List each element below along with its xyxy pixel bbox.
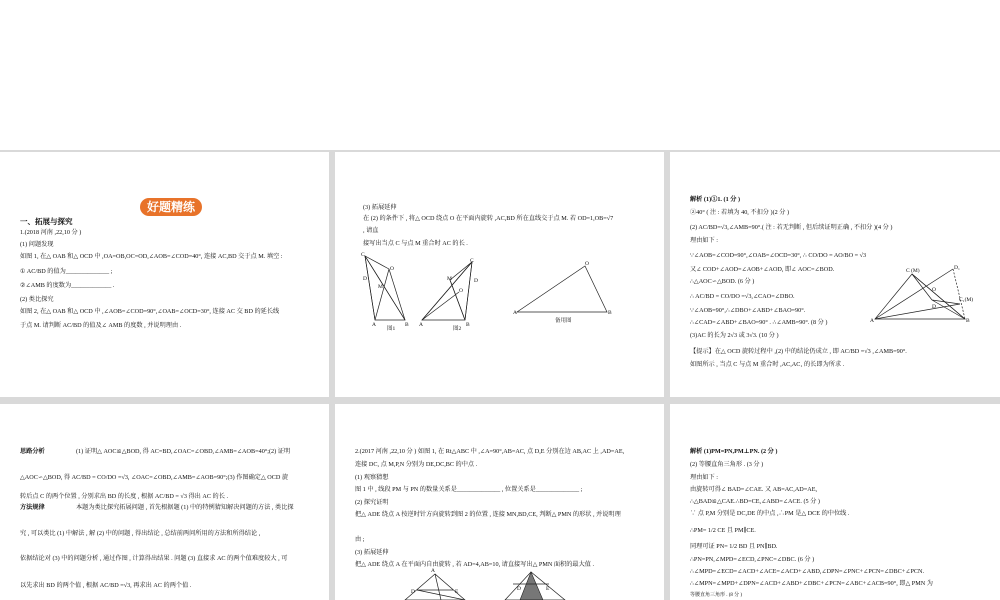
svg-text:D: D [363,276,367,282]
section-heading: 一、拓展与探究 [20,217,73,226]
text-line: (1) 观察猜想 [355,474,389,481]
geometry-figures [335,404,664,600]
text-line: ∵∠AOB=∠COD=90°,∠OAB=∠OCD=30°, ∴ CO/DO = AO/BO = √3 [690,252,867,259]
text-line: 【提示】在△ OCD 旋转过程中 ,(2) 中的结论仍成立 , 即 AC/BD =√3 ,∠AMB=90°. [690,348,907,355]
slide-thumbnail-3[interactable] [670,152,1000,397]
svg-text:A: A [870,318,874,324]
text-line: (3)AC 的长为 2√3 或 3√3. (10 分 ) [690,332,779,339]
svg-text:O: O [932,287,936,293]
svg-text:C (M): C (M) [906,268,920,274]
text-line: ∴∠MPD=∠ECD=∠ACD+∠ACE=∠ACD+∠ABD,∠DPN=∠PNC+∠PCN=∠DBC+∠PCN. [690,568,925,575]
text-line: 接写出当点 C 与点 M 重合时 AC 的长 . [363,240,468,247]
text-line: (3) 拓展延伸 [355,549,389,556]
text-line: 思路分析 [20,448,45,455]
text-line: 如图 2, 在△ OAB 和△ OCD 中 ,∠AOB=∠COD=90°,∠OAB=∠OCD=30°, 连接 AC 交 BD 的延长线 [20,308,280,315]
text-line: (1) 证明△ AOC≌△BOD, 得 AC=BD,∠OAC=∠OBD,∠AMB=∠AOB=40°;(2) 证明 [76,448,291,455]
text-line: ∴ AC/BD = CO/DO =√3,∠CAO=∠DBO. [690,293,795,300]
text-line: ∴△AOC∽△BOD. (6 分 ) [690,278,755,285]
text-line: ②40° ( 注 : 若填为 40, 不扣分 )(2 分 ) [690,209,790,216]
text-line: 解析 (1)PM=PN,PM⊥PN. (2 分 ) [690,448,778,455]
text-line: 把△ ADE 绕点 A 按逆时针方向旋转到图 2 的位置 , 连接 MN,BD,CE, 判断△ PMN 的形状 , 并说明理 [355,511,621,518]
text-line: ∴PM= 1/2 CE 且 PM∥CE. [690,527,756,534]
slide-thumbnail-5[interactable] [335,404,664,600]
text-line: (2) 探究证明 [355,499,389,506]
text-line: 转后点 C 的两个位置 , 分别求出 BD 的长度 , 根据 AC/BD = √3 得出 AC 的长 . [20,493,228,500]
svg-text:C: C [361,252,365,258]
text-line: 同理可证 PN= 1/2 BD 且 PN∥BD. [690,543,778,550]
text-line: ∴PN=PN,∠MPD=∠ECD,∠PNC=∠DBC. (6 分 ) [690,556,815,563]
svg-text:B: B [405,322,409,328]
slide-thumbnail-4[interactable] [0,404,329,600]
svg-text:A: A [372,322,376,328]
svg-text:D: D [411,589,415,595]
svg-text:A: A [419,322,423,328]
solution-figure [670,152,1000,397]
text-line: , 请直 [363,227,379,234]
svg-text:O: O [390,266,394,272]
text-line: 依据结论对 (3) 中的问题分析 , 通过作图 , 计算得出结果 . 问题 (3) 直接求 AC 的两个值难度较大 , 可 [20,555,288,562]
text-line: (1) 问题发现 [20,241,54,248]
text-line: 解析 (1)①1. (1 分 ) [690,196,741,203]
text-line: 2.(2017 河南 ,22,10 分 ) 如图 1, 在 Rt△ABC 中 ,∠A=90°,AB=AC, 点 D,E 分别在边 AB,AC 上 ,AD=AE, [355,448,625,455]
text-line: 如图所示 , 当点 C 与点 M 重合时 ,AC,AC₁ 的长即为所求 . [690,361,845,368]
figure-2-caption: 图2 [453,326,462,332]
geometry-figures [335,152,664,397]
text-line: 理由如下 : [690,474,719,481]
text-line: 于点 M. 请判断 AC/BD 的值及∠ AMB 的度数 , 并说明理由 . [20,322,182,329]
slide-thumbnail-1[interactable] [0,152,329,397]
text-line: ① AC/BD 的值为______________ ; [20,268,113,275]
svg-text:M: M [378,284,383,290]
text-line: (2) 类比探究 [20,296,54,303]
text-line: 方法规律 [20,504,45,511]
svg-text:C: C [470,258,474,264]
slide-thumbnail-6[interactable] [670,404,1000,600]
text-line: (3) 拓展延伸 [363,204,397,211]
svg-text:B: B [966,318,970,324]
text-line: 究 , 可以类比 (1) 中解法 , 解 (2) 中的问题 , 得出结论 , 总结前两问所用的方法和所得结论 , [20,530,261,537]
text-line: (2) 等腰直角三角形 . (3 分 ) [690,461,764,468]
text-line: 又∠ COD+∠AOD=∠AOB+∠AOD, 即∠ AOC=∠BOD. [690,266,835,273]
text-line: ∴△BAD≌△CAE.∴BD=CE,∠ABD=∠ACE. (5 分 ) [690,498,820,505]
shaded-triangle [520,572,543,600]
text-line: 由旋转可得∠ BAD=∠CAE. 又 AB=AC,AD=AE, [690,486,818,493]
text-line: ∴∠MPN=∠MPD+∠DPN=∠ACD+∠ABD+∠DBC+∠PCN=∠ABC+∠ACB=90°, 即△ PMN 为 [690,580,933,587]
text-line: 等腰直角三角形 . (8 分 ) [690,593,743,598]
svg-text:A: A [431,568,435,574]
svg-text:D: D [474,278,478,284]
svg-text:B: B [466,322,470,328]
text-line: 本题为类比探究拓展问题 , 首先根据题 (1) 中的特例猜知解决问题的方法 , 类比探 [76,504,294,511]
svg-text:D₁: D₁ [954,265,960,271]
text-line: ∵∠AOB=90°,∴∠DBO+∠ABD+∠BAO=90°. [690,307,806,314]
text-line: 图 1 中 , 线段 PM 与 PN 的数量关系是______________ , 位置关系是______________ ; [355,486,583,493]
text-line: 理由如下 : [690,237,719,244]
svg-text:M: M [447,276,452,282]
figure-3-caption: 备用图 [555,318,572,324]
text-line: (2) AC/BD=√3,∠AMB=90°.( 注 : 若无判断 , 但后续证明正确 , 不扣分 )(4 分 ) [690,224,893,231]
text-line: ∴∠CAD=∠ABD+∠BAO=90° . ∴∠AMB=90°. (8 分 ) [690,319,828,326]
svg-text:A: A [513,310,517,316]
text-line: 以先求出 BD 的两个值 , 根据 AC/BD =√3, 再求出 AC 的两个值 . [20,582,192,589]
text-line: 如图 1, 在△ OAB 和△ OCD 中 ,OA=OB,OC=OD,∠AOB=∠COD=40°, 连接 AC,BD 交于点 M. 填空 : [20,253,283,260]
figure-1-caption: 图1 [387,326,396,332]
text-line: ∵ 点 P,M 分别是 DC,DE 的中点 ,∴PM 是△ DCE 的中位线 . [690,510,850,517]
svg-text:E: E [546,586,550,592]
text-line: △AOC∽△BOD, 得 AC/BD = CO/DO =√3, ∠OAC=∠OBD,∠AMB=∠AOB=90°;(3) 作图确定△ OCD 旋 [20,474,289,481]
svg-text:O: O [585,261,589,267]
slide-thumbnail-2[interactable] [335,152,664,397]
title-badge: 好题精练 [140,198,202,216]
text-line: 由 ; [355,536,365,543]
svg-text:C₁(M): C₁(M) [959,297,974,303]
text-line: 连接 DC, 点 M,P,N 分别为 DE,DC,BC 的中点 . [355,461,478,468]
svg-text:D: D [517,586,521,592]
text-line: 在 (2) 的条件下 , 将△ OCD 绕点 O 在平面内旋转 ,AC,BD 所在直线交于点 M. 若 OD=1,OB=√7 [363,215,614,222]
text-line: ②∠AMB 的度数为_____________ . [20,282,115,289]
text-line: 把△ ADE 绕点 A 在平面内自由旋转 , 若 AD=4,AB=10, 请直接写出△ PMN 面积的最大值 . [355,561,595,568]
svg-text:B: B [608,310,612,316]
svg-text:E: E [455,589,459,595]
top-blank-area [0,0,1000,150]
svg-text:O: O [459,288,463,294]
svg-text:D: D [932,304,936,310]
text-line: 1.(2018 河南 ,22,10 分 ) [20,229,82,236]
